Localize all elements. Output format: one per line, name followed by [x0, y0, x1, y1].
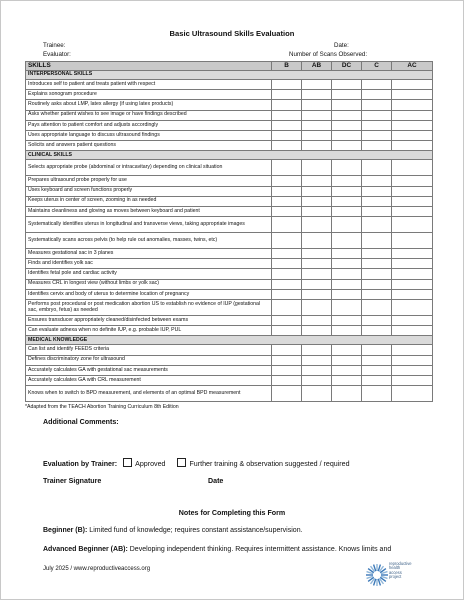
rating-cell-c[interactable]	[362, 375, 392, 385]
skill-label: Systematically scans across pelvis (to help rule out anomalies, masses, twins, etc)	[26, 233, 272, 249]
rating-cell-b[interactable]	[272, 289, 302, 299]
rating-cell-ac[interactable]	[392, 345, 433, 355]
rating-cell-b[interactable]	[272, 110, 302, 120]
table-row	[26, 186, 433, 196]
document-title: Basic Ultrasound Skills Evaluation	[169, 29, 295, 38]
rating-cell-b[interactable]	[272, 279, 302, 289]
column-header-dc: DC	[332, 62, 362, 71]
rating-cell-ab[interactable]	[302, 259, 332, 269]
rating-cell-ac[interactable]	[392, 141, 433, 151]
rating-cell-ab[interactable]	[302, 300, 332, 316]
additional-comments-heading: Additional Comments:	[43, 418, 119, 426]
rating-cell-c[interactable]	[362, 355, 392, 365]
column-header-b: B	[272, 62, 302, 71]
table-row	[26, 300, 433, 316]
rating-cell-dc[interactable]	[332, 186, 362, 196]
evaluation-label: Evaluation by Trainer:	[43, 460, 118, 468]
table-row	[26, 130, 433, 140]
trainee-label: Trainee:	[43, 42, 66, 49]
advanced-beginner-text: Developing independent thinking. Requires intermittent assistance. Knows limits and	[129, 546, 392, 553]
rating-cell-c[interactable]	[362, 233, 392, 249]
rating-cell-b[interactable]	[272, 375, 302, 385]
rating-cell-c[interactable]	[362, 141, 392, 151]
rating-cell-c[interactable]	[362, 386, 392, 402]
skill-label: Accurately calculates GA with gestational sac measurements	[26, 365, 272, 375]
rating-cell-ab[interactable]	[302, 279, 332, 289]
skill-label: Measures CRL in longest view (without limbs or yolk sac)	[26, 279, 272, 289]
rating-cell-dc[interactable]	[332, 300, 362, 316]
trainer-signature-label: Trainer Signature	[43, 477, 102, 485]
rating-cell-dc[interactable]	[332, 375, 362, 385]
rating-cell-dc[interactable]	[332, 279, 362, 289]
rating-cell-ac[interactable]	[392, 289, 433, 299]
rating-cell-b[interactable]	[272, 249, 302, 259]
rating-cell-c[interactable]	[362, 249, 392, 259]
table-header-row	[26, 62, 433, 71]
rating-cell-ab[interactable]	[302, 141, 332, 151]
rating-cell-ab[interactable]	[302, 345, 332, 355]
beginner-text: Limited fund of knowledge; requires constant assistance/supervision.	[89, 527, 303, 534]
rating-cell-ac[interactable]	[392, 326, 433, 336]
rating-cell-ab[interactable]	[302, 100, 332, 110]
rating-cell-ac[interactable]	[392, 259, 433, 269]
rating-cell-c[interactable]	[362, 130, 392, 140]
rating-cell-ac[interactable]	[392, 176, 433, 186]
rating-cell-b[interactable]	[272, 345, 302, 355]
rating-cell-ab[interactable]	[302, 233, 332, 249]
rating-cell-ab[interactable]	[302, 110, 332, 120]
rating-cell-dc[interactable]	[332, 249, 362, 259]
table-row	[26, 217, 433, 233]
rating-cell-dc[interactable]	[332, 259, 362, 269]
rating-cell-ac[interactable]	[392, 249, 433, 259]
column-header-skills: SKILLS	[26, 62, 272, 71]
rating-cell-c[interactable]	[362, 269, 392, 279]
rating-cell-c[interactable]	[362, 316, 392, 326]
skill-label: Maintains cleanliness and gloving as moves between keyboard and patient	[26, 206, 272, 216]
rating-cell-ab[interactable]	[302, 355, 332, 365]
rating-cell-c[interactable]	[362, 259, 392, 269]
table-row	[26, 100, 433, 110]
rating-cell-ab[interactable]	[302, 186, 332, 196]
skill-label: Identifies cervix and body of uterus to determine location of pregnancy	[26, 289, 272, 299]
rating-cell-b[interactable]	[272, 90, 302, 100]
table-row	[26, 316, 433, 326]
logo-line-2: health	[389, 565, 401, 571]
rating-cell-dc[interactable]	[332, 90, 362, 100]
rating-cell-ac[interactable]	[392, 355, 433, 365]
rating-cell-dc[interactable]	[332, 269, 362, 279]
skill-label: Asks whether patient wishes to see image or have findings described	[26, 110, 272, 120]
rating-cell-c[interactable]	[362, 279, 392, 289]
rating-cell-b[interactable]	[272, 120, 302, 130]
rating-cell-dc[interactable]	[332, 130, 362, 140]
rating-cell-b[interactable]	[272, 355, 302, 365]
table-row	[26, 110, 433, 120]
section-title: MEDICAL KNOWLEDGE	[26, 336, 433, 345]
section-title: INTERPERSONAL SKILLS	[26, 71, 433, 80]
rating-cell-c[interactable]	[362, 90, 392, 100]
rating-cell-c[interactable]	[362, 300, 392, 316]
logo-line-3: access	[389, 569, 402, 575]
skill-label: Defines discriminatory zone for ultrasound	[26, 355, 272, 365]
section-row	[26, 151, 433, 160]
skill-label: Systematically identifies uterus in longitudinal and transverse views, taking appropriate images	[26, 217, 272, 233]
rating-cell-b[interactable]	[272, 386, 302, 402]
rating-cell-ab[interactable]	[302, 196, 332, 206]
skill-label: Routinely asks about LMP, latex allergy (if using latex products)	[26, 100, 272, 110]
table-row	[26, 365, 433, 375]
table-row	[26, 176, 433, 186]
rating-cell-ac[interactable]	[392, 160, 433, 176]
rating-cell-c[interactable]	[362, 80, 392, 90]
rating-cell-b[interactable]	[272, 259, 302, 269]
rating-cell-ac[interactable]	[392, 375, 433, 385]
skill-label: Performs post procedural or post medication abortion US to establish no evidence of IUP (gestational sac, embryo, fetus) as needed	[26, 300, 272, 316]
rating-cell-ac[interactable]	[392, 186, 433, 196]
table-row	[26, 326, 433, 336]
column-header-c: C	[362, 62, 392, 71]
rating-cell-ab[interactable]	[302, 160, 332, 176]
section-row	[26, 71, 433, 80]
rating-cell-b[interactable]	[272, 160, 302, 176]
skill-label: Pays attention to patient comfort and adjusts accordingly	[26, 120, 272, 130]
rating-cell-c[interactable]	[362, 160, 392, 176]
rating-cell-dc[interactable]	[332, 386, 362, 402]
rating-cell-c[interactable]	[362, 326, 392, 336]
rating-cell-c[interactable]	[362, 217, 392, 233]
rating-cell-c[interactable]	[362, 100, 392, 110]
column-header-ab: AB	[302, 62, 332, 71]
rating-cell-b[interactable]	[272, 326, 302, 336]
rating-cell-b[interactable]	[272, 100, 302, 110]
logo-line-1: reproductive	[389, 561, 412, 566]
skill-label: Ensures transducer appropriately cleaned/disinfected between exams	[26, 316, 272, 326]
logo-text	[389, 562, 412, 580]
table-row	[26, 375, 433, 385]
rating-cell-ac[interactable]	[392, 196, 433, 206]
rating-cell-b[interactable]	[272, 233, 302, 249]
rating-cell-b[interactable]	[272, 300, 302, 316]
rating-cell-ac[interactable]	[392, 100, 433, 110]
rating-cell-ab[interactable]	[302, 80, 332, 90]
rating-cell-ab[interactable]	[302, 326, 332, 336]
rating-cell-ac[interactable]	[392, 316, 433, 326]
note-beginner	[43, 527, 303, 534]
evaluation-row	[43, 458, 350, 468]
beginner-term: Beginner (B):	[43, 527, 88, 534]
rating-cell-b[interactable]	[272, 186, 302, 196]
skill-label: Can list and identify FEEDS criteria	[26, 345, 272, 355]
rating-cell-b[interactable]	[272, 217, 302, 233]
rating-cell-c[interactable]	[362, 345, 392, 355]
rating-cell-dc[interactable]	[332, 206, 362, 216]
rating-cell-ab[interactable]	[302, 206, 332, 216]
rating-cell-ab[interactable]	[302, 386, 332, 402]
rating-cell-c[interactable]	[362, 206, 392, 216]
rating-cell-ac[interactable]	[392, 217, 433, 233]
rating-cell-ac[interactable]	[392, 365, 433, 375]
skill-label: Keeps uterus in center of screen, zooming in as needed	[26, 196, 272, 206]
rating-cell-ab[interactable]	[302, 316, 332, 326]
rating-cell-b[interactable]	[272, 80, 302, 90]
table-row	[26, 90, 433, 100]
approved-checkbox[interactable]	[123, 458, 132, 467]
evaluator-label: Evaluator:	[43, 51, 71, 58]
skill-label: Can evaluate adnexa when no definite IUP, e.g. probable IUP, PUL	[26, 326, 272, 336]
table-row	[26, 80, 433, 90]
skill-label: Measures gestational sac in 3 planes	[26, 249, 272, 259]
rating-cell-dc[interactable]	[332, 326, 362, 336]
table-row	[26, 160, 433, 176]
rating-cell-ac[interactable]	[392, 120, 433, 130]
rating-cell-ac[interactable]	[392, 300, 433, 316]
skill-label: Selects appropriate probe (abdominal or intracavitary) depending on clinical situation	[26, 160, 272, 176]
rating-cell-dc[interactable]	[332, 196, 362, 206]
further-training-checkbox[interactable]	[177, 458, 186, 467]
table-row	[26, 196, 433, 206]
rating-cell-c[interactable]	[362, 289, 392, 299]
rating-cell-ab[interactable]	[302, 176, 332, 186]
rating-cell-ab[interactable]	[302, 217, 332, 233]
table-row	[26, 269, 433, 279]
logo-line-4: project	[389, 574, 402, 580]
rating-cell-ab[interactable]	[302, 365, 332, 375]
rating-cell-ac[interactable]	[392, 279, 433, 289]
note-advanced-beginner	[43, 546, 391, 553]
table-row	[26, 141, 433, 151]
skill-label: Finds and identifies yolk sac	[26, 259, 272, 269]
skill-label: Uses appropriate language to discuss ultrasound findings	[26, 130, 272, 140]
rating-cell-ab[interactable]	[302, 269, 332, 279]
table-row	[26, 233, 433, 249]
approved-label: Approved	[135, 460, 166, 468]
rating-cell-dc[interactable]	[332, 289, 362, 299]
rating-cell-c[interactable]	[362, 176, 392, 186]
rating-cell-dc[interactable]	[332, 110, 362, 120]
table-row	[26, 259, 433, 269]
rating-cell-b[interactable]	[272, 316, 302, 326]
skill-label: Solicits and answers patient questions	[26, 141, 272, 151]
notes-title: Notes for Completing this Form	[178, 509, 286, 517]
rating-cell-c[interactable]	[362, 365, 392, 375]
rating-cell-dc[interactable]	[332, 345, 362, 355]
rating-cell-dc[interactable]	[332, 160, 362, 176]
skill-label: Accurately calculates GA with CRL measurement	[26, 375, 272, 385]
rating-cell-b[interactable]	[272, 141, 302, 151]
table-row	[26, 206, 433, 216]
rating-cell-ab[interactable]	[302, 90, 332, 100]
rating-cell-ab[interactable]	[302, 130, 332, 140]
skills-table	[25, 61, 433, 402]
rating-cell-ac[interactable]	[392, 206, 433, 216]
advanced-beginner-term: Advanced Beginner (AB):	[43, 546, 128, 553]
rating-cell-ac[interactable]	[392, 386, 433, 402]
skill-label: Uses keyboard and screen functions properly	[26, 186, 272, 196]
rating-cell-dc[interactable]	[332, 176, 362, 186]
rating-cell-dc[interactable]	[332, 80, 362, 90]
skill-label: Knows when to switch to BPD measurement, and elements of an optimal BPD measurement	[26, 386, 272, 402]
rating-cell-ac[interactable]	[392, 80, 433, 90]
rating-cell-dc[interactable]	[332, 141, 362, 151]
scans-observed-label: Number of Scans Observed:	[289, 51, 368, 58]
rating-cell-c[interactable]	[362, 196, 392, 206]
rating-cell-c[interactable]	[362, 110, 392, 120]
column-header-ac: AC	[392, 62, 433, 71]
footer-date-url: July 2025 / www.reproductiveaccess.org	[43, 566, 151, 572]
section-row	[26, 336, 433, 345]
rating-cell-dc[interactable]	[332, 217, 362, 233]
table-row	[26, 355, 433, 365]
rating-cell-dc[interactable]	[332, 355, 362, 365]
rating-cell-b[interactable]	[272, 206, 302, 216]
rating-cell-ab[interactable]	[302, 120, 332, 130]
date-label: Date:	[334, 42, 349, 49]
table-row	[26, 345, 433, 355]
section-title: CLINICAL SKILLS	[26, 151, 433, 160]
rating-cell-dc[interactable]	[332, 365, 362, 375]
rating-cell-ab[interactable]	[302, 249, 332, 259]
rating-cell-ac[interactable]	[392, 110, 433, 120]
rating-cell-c[interactable]	[362, 186, 392, 196]
rating-cell-b[interactable]	[272, 269, 302, 279]
table-row	[26, 249, 433, 259]
rating-cell-dc[interactable]	[332, 100, 362, 110]
table-row	[26, 289, 433, 299]
rating-cell-ac[interactable]	[392, 269, 433, 279]
skill-label: Prepares ultrasound probe properly for use	[26, 176, 272, 186]
table-row	[26, 120, 433, 130]
signature-date-label: Date	[208, 477, 224, 485]
rating-cell-c[interactable]	[362, 120, 392, 130]
rating-cell-b[interactable]	[272, 365, 302, 375]
footnote: *Adapted from the TEACH Abortion Training Curriculum 8th Edition	[25, 404, 179, 410]
rating-cell-b[interactable]	[272, 130, 302, 140]
skill-label: Explains sonogram procedure	[26, 90, 272, 100]
further-training-label: Further training & observation suggested / required	[189, 460, 350, 468]
rating-cell-dc[interactable]	[332, 233, 362, 249]
rating-cell-b[interactable]	[272, 176, 302, 186]
table-row	[26, 279, 433, 289]
skill-label: Introduces self to patient and treats patient with respect	[26, 80, 272, 90]
rating-cell-ab[interactable]	[302, 375, 332, 385]
rating-cell-b[interactable]	[272, 196, 302, 206]
rating-cell-ac[interactable]	[392, 130, 433, 140]
rating-cell-ac[interactable]	[392, 233, 433, 249]
skill-label: Identifies fetal pole and cardiac activity	[26, 269, 272, 279]
rating-cell-ab[interactable]	[302, 289, 332, 299]
rating-cell-ac[interactable]	[392, 90, 433, 100]
rating-cell-dc[interactable]	[332, 316, 362, 326]
rating-cell-dc[interactable]	[332, 120, 362, 130]
table-row	[26, 386, 433, 402]
